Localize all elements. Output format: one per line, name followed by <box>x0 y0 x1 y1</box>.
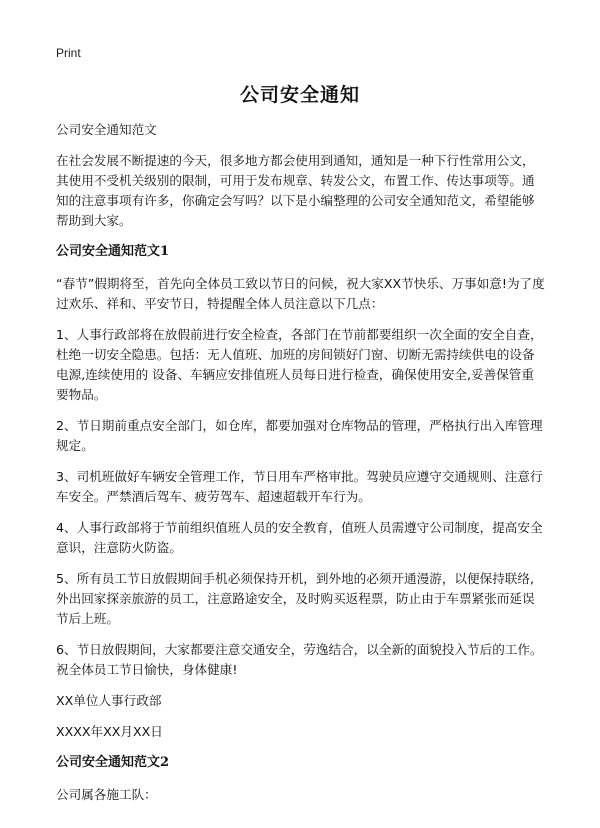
section-paragraph: 5、所有员工节日放假期间手机必须保持开机，到外地的必须开通漫游，以便保持联络,外出回家探亲旅游的员工，注意路途安全，及时购买返程票，防止由于车票紧张而延误节后上班。 <box>56 571 535 626</box>
section-paragraph: “春节”假期将至，首先向全体员工致以节日的问候，祝大家XX节快乐、万事如意!为了度过欢乐、祥和、平安节日，特提醒全体人员注意以下几点： <box>56 276 545 311</box>
signature-department: XX单位人事行政部 <box>56 693 162 708</box>
section-paragraph: 1、人事行政部将在放假前进行安全检查，各部门在节前都要组织一次全面的安全自查，杜绝一切安全隐患。包括：无人值班、加班的房间锁好门窗、切断无需持续供电的设备电源,连续使用的 设备、车辆应安排值班人员每日进行检查，确保使用安全,妥善保管重要物品。 <box>56 327 543 402</box>
section-paragraph: 6、节日放假期间，大家都要注意交通安全，劳逸结合，以全新的面貌投入节后的工作。 祝全体员工节日愉快，身体健康! <box>56 642 543 677</box>
section-paragraph: 4、人事行政部将于节前组织值班人员的安全教育，值班人员需遵守公司制度，提高安全意识，注意防火防盗。 <box>56 520 543 555</box>
intro-paragraph: 在社会发展不断提速的今天，很多地方都会使用到通知，通知是一种下行性常用公文，其使用不受机关级别的限制，可用于发布规章、转发公文，布置工作、传达事项等。通知的注意事项有许多，你确定会写吗？以下是小编整理的公司安全通知范文，希望能够帮助到大家。 <box>56 153 535 228</box>
section-paragraph: 公司属各施工队： <box>56 787 157 802</box>
section-paragraph: 2、节日期前重点安全部门，如仓库，都要加强对仓库物品的管理，严格执行出入库管理规定。 <box>56 418 543 453</box>
section-heading: 公司安全通知范文1 <box>56 244 170 259</box>
signature-date: XXXX年XX月XX日 <box>56 724 163 739</box>
document-body <box>56 120 546 816</box>
page-title: 公司安全通知 <box>239 84 360 106</box>
section-heading: 公司安全通知范文2 <box>56 755 170 770</box>
document-subtitle: 公司安全通知范文 <box>56 122 157 137</box>
section-paragraph: 3、司机班做好车辆安全管理工作，节日用车严格审批。驾驶员应遵守交通规则、注意行车安全。严禁酒后驾车、疲劳驾车、超速超载开车行为。 <box>56 469 543 504</box>
print-link[interactable]: Print <box>56 46 81 60</box>
